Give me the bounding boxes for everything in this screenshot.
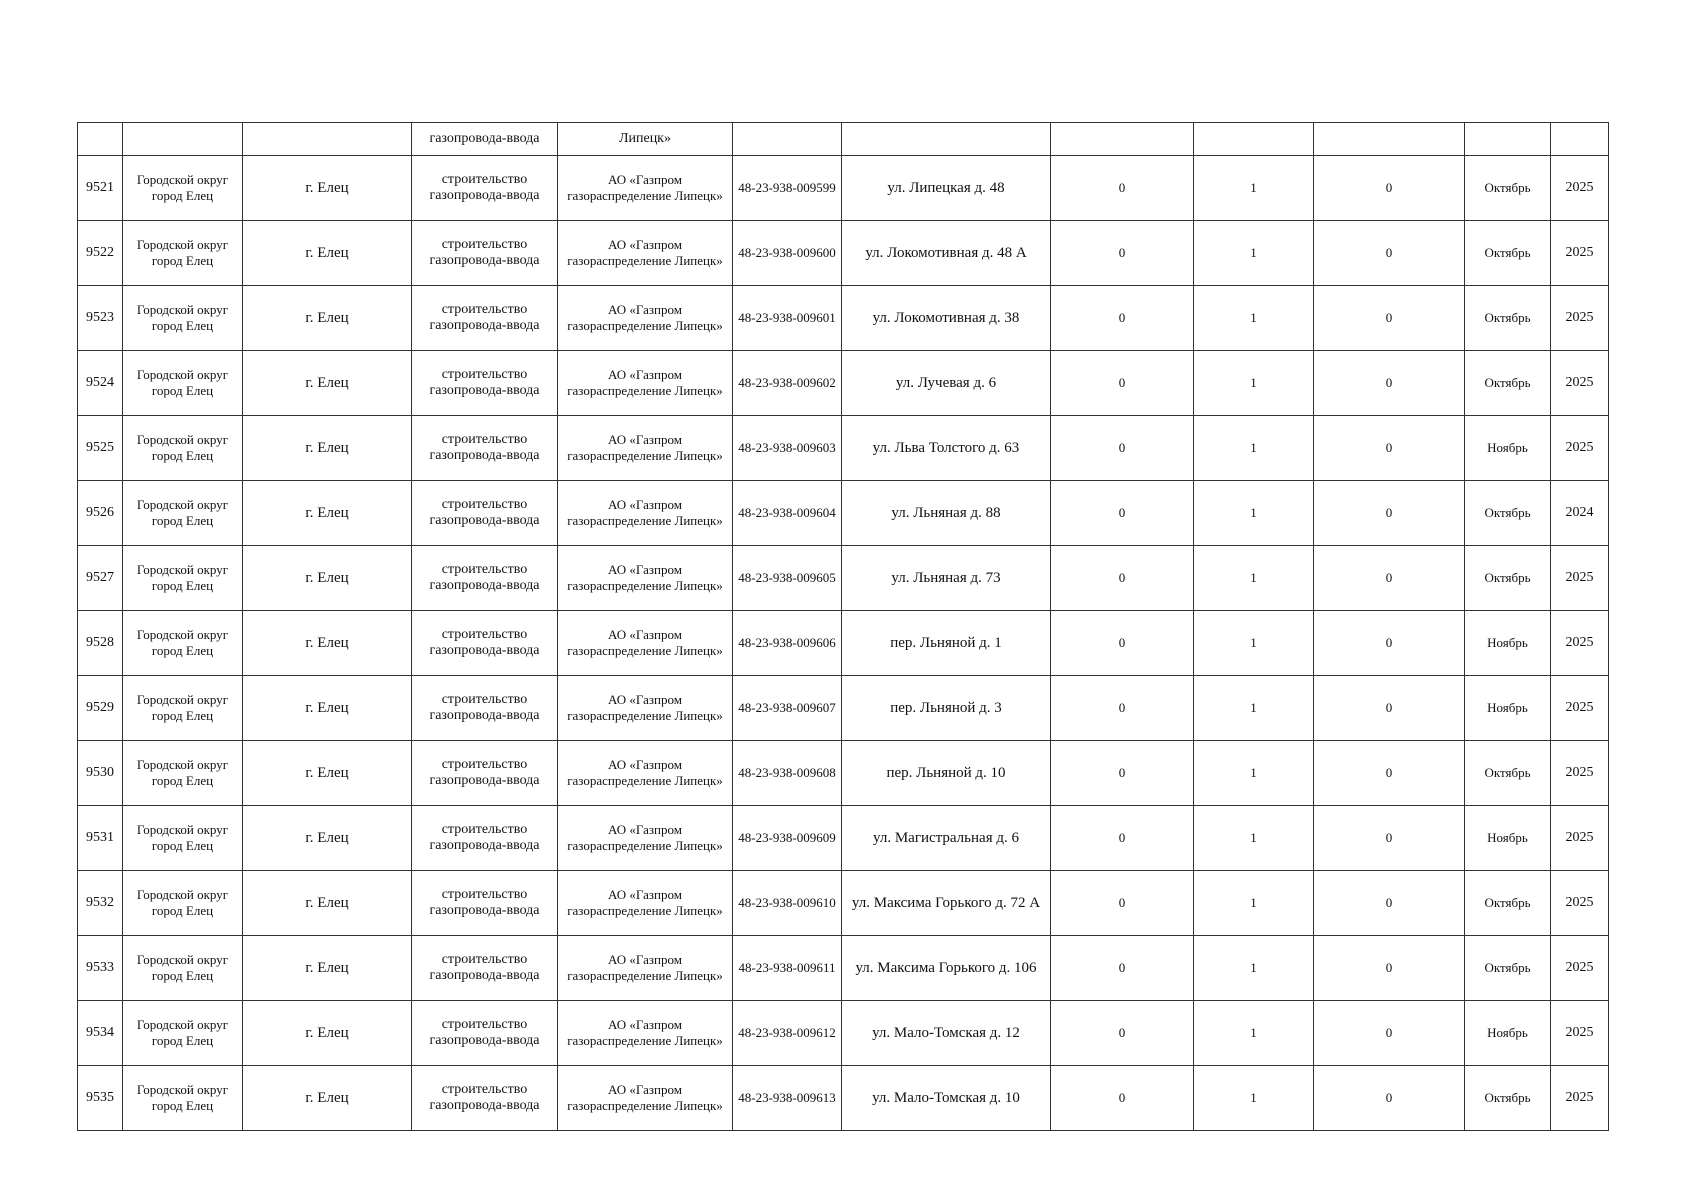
cell-month: Октябрь [1465,286,1551,351]
cell-org: АО «Газпром газораспределение Липецк» [558,936,733,1001]
cell-code: 48-23-938-009600 [733,221,842,286]
table-row [78,351,1609,416]
cell-month: Ноябрь [1465,676,1551,741]
cell-code: 48-23-938-009605 [733,546,842,611]
cell-month: Октябрь [1465,871,1551,936]
cell-num: 9529 [78,676,123,741]
cell-v3: 0 [1314,676,1465,741]
cell-num [78,123,123,156]
cell-month: Октябрь [1465,1066,1551,1131]
cell-org: АО «Газпром газораспределение Липецк» [558,156,733,221]
cell-address: ул. Льняная д. 88 [842,481,1051,546]
cell-v1: 0 [1051,546,1194,611]
cell-year: 2025 [1551,221,1609,286]
cell-v2: 1 [1194,611,1314,676]
cell-code [733,123,842,156]
cell-num: 9521 [78,156,123,221]
cell-month: Октябрь [1465,156,1551,221]
cell-city: г. Елец [243,936,412,1001]
cell-district: Городской округ город Елец [123,221,243,286]
cell-org: АО «Газпром газораспределение Липецк» [558,1066,733,1131]
continuation-row [78,123,1609,156]
cell-v3: 0 [1314,611,1465,676]
cell-v3: 0 [1314,806,1465,871]
table-row [78,741,1609,806]
cell-month [1465,123,1551,156]
cell-district: Городской округ город Елец [123,1066,243,1131]
cell-year: 2025 [1551,871,1609,936]
cell-month: Ноябрь [1465,806,1551,871]
cell-work: строительство газопровода-ввода [412,286,558,351]
cell-work: строительство газопровода-ввода [412,481,558,546]
cell-v3: 0 [1314,351,1465,416]
cell-work: газопровода-ввода [412,123,558,156]
cell-city: г. Елец [243,416,412,481]
cell-work: строительство газопровода-ввода [412,546,558,611]
cell-city: г. Елец [243,871,412,936]
gasification-schedule-table [77,122,1609,1131]
cell-v1: 0 [1051,871,1194,936]
table-row [78,286,1609,351]
cell-code: 48-23-938-009608 [733,741,842,806]
cell-v1: 0 [1051,936,1194,1001]
cell-year: 2024 [1551,481,1609,546]
cell-year: 2025 [1551,416,1609,481]
cell-org: Липецк» [558,123,733,156]
cell-work: строительство газопровода-ввода [412,741,558,806]
cell-work: строительство газопровода-ввода [412,156,558,221]
cell-org: АО «Газпром газораспределение Липецк» [558,221,733,286]
cell-org: АО «Газпром газораспределение Липецк» [558,481,733,546]
cell-address: ул. Локомотивная д. 48 А [842,221,1051,286]
cell-v2: 1 [1194,351,1314,416]
cell-city: г. Елец [243,221,412,286]
table-row [78,221,1609,286]
cell-city: г. Елец [243,156,412,221]
cell-address: ул. Мало-Томская д. 12 [842,1001,1051,1066]
cell-v2: 1 [1194,871,1314,936]
cell-city: г. Елец [243,351,412,416]
cell-district: Городской округ город Елец [123,806,243,871]
cell-num: 9523 [78,286,123,351]
cell-district: Городской округ город Елец [123,936,243,1001]
cell-city: г. Елец [243,676,412,741]
cell-code: 48-23-938-009606 [733,611,842,676]
cell-v1: 0 [1051,286,1194,351]
cell-v1: 0 [1051,1001,1194,1066]
cell-city: г. Елец [243,481,412,546]
cell-v3: 0 [1314,871,1465,936]
cell-work: строительство газопровода-ввода [412,221,558,286]
cell-num: 9531 [78,806,123,871]
cell-address [842,123,1051,156]
cell-num: 9524 [78,351,123,416]
cell-code: 48-23-938-009611 [733,936,842,1001]
cell-num: 9522 [78,221,123,286]
cell-address: ул. Лучевая д. 6 [842,351,1051,416]
cell-v1: 0 [1051,611,1194,676]
table-row [78,1066,1609,1131]
cell-v2: 1 [1194,416,1314,481]
cell-city: г. Елец [243,806,412,871]
cell-v2: 1 [1194,481,1314,546]
cell-year: 2025 [1551,936,1609,1001]
cell-num: 9533 [78,936,123,1001]
cell-year: 2025 [1551,1066,1609,1131]
cell-city: г. Елец [243,1066,412,1131]
table-row [78,611,1609,676]
cell-city [243,123,412,156]
cell-address: ул. Льняная д. 73 [842,546,1051,611]
cell-district: Городской округ город Елец [123,351,243,416]
cell-num: 9527 [78,546,123,611]
cell-v2: 1 [1194,806,1314,871]
cell-code: 48-23-938-009607 [733,676,842,741]
cell-org: АО «Газпром газораспределение Липецк» [558,871,733,936]
cell-address: пер. Льняной д. 1 [842,611,1051,676]
cell-district: Городской округ город Елец [123,416,243,481]
cell-org: АО «Газпром газораспределение Липецк» [558,1001,733,1066]
table-row [78,1001,1609,1066]
cell-v1: 0 [1051,156,1194,221]
cell-work: строительство газопровода-ввода [412,611,558,676]
cell-v2: 1 [1194,546,1314,611]
table-row [78,871,1609,936]
cell-month: Ноябрь [1465,416,1551,481]
cell-month: Октябрь [1465,546,1551,611]
cell-org: АО «Газпром газораспределение Липецк» [558,806,733,871]
cell-district [123,123,243,156]
cell-org: АО «Газпром газораспределение Липецк» [558,416,733,481]
cell-num: 9530 [78,741,123,806]
cell-v1 [1051,123,1194,156]
cell-year: 2025 [1551,156,1609,221]
cell-v1: 0 [1051,1066,1194,1131]
cell-v1: 0 [1051,221,1194,286]
cell-work: строительство газопровода-ввода [412,416,558,481]
cell-district: Городской округ город Елец [123,1001,243,1066]
cell-v3: 0 [1314,156,1465,221]
cell-v2 [1194,123,1314,156]
cell-month: Октябрь [1465,351,1551,416]
cell-address: ул. Локомотивная д. 38 [842,286,1051,351]
cell-district: Городской округ город Елец [123,481,243,546]
cell-district: Городской округ город Елец [123,546,243,611]
cell-year: 2025 [1551,611,1609,676]
cell-org: АО «Газпром газораспределение Липецк» [558,676,733,741]
cell-code: 48-23-938-009603 [733,416,842,481]
cell-work: строительство газопровода-ввода [412,1001,558,1066]
cell-city: г. Елец [243,286,412,351]
cell-year: 2025 [1551,286,1609,351]
cell-address: ул. Максима Горького д. 106 [842,936,1051,1001]
cell-city: г. Елец [243,611,412,676]
cell-year [1551,123,1609,156]
cell-v2: 1 [1194,221,1314,286]
cell-code: 48-23-938-009604 [733,481,842,546]
cell-month: Ноябрь [1465,1001,1551,1066]
cell-v2: 1 [1194,676,1314,741]
cell-district: Городской округ город Елец [123,741,243,806]
cell-v1: 0 [1051,676,1194,741]
cell-year: 2025 [1551,741,1609,806]
cell-month: Ноябрь [1465,611,1551,676]
table-row [78,806,1609,871]
cell-num: 9532 [78,871,123,936]
cell-year: 2025 [1551,676,1609,741]
cell-district: Городской округ город Елец [123,871,243,936]
cell-work: строительство газопровода-ввода [412,1066,558,1131]
cell-v3: 0 [1314,221,1465,286]
cell-year: 2025 [1551,1001,1609,1066]
cell-month: Октябрь [1465,741,1551,806]
table-row [78,936,1609,1001]
cell-v3: 0 [1314,546,1465,611]
cell-year: 2025 [1551,806,1609,871]
cell-district: Городской округ город Елец [123,611,243,676]
cell-address: ул. Максима Горького д. 72 А [842,871,1051,936]
cell-num: 9525 [78,416,123,481]
cell-city: г. Елец [243,1001,412,1066]
cell-month: Октябрь [1465,936,1551,1001]
cell-v1: 0 [1051,741,1194,806]
cell-work: строительство газопровода-ввода [412,351,558,416]
cell-district: Городской округ город Елец [123,676,243,741]
cell-city: г. Елец [243,546,412,611]
cell-address: пер. Льняной д. 3 [842,676,1051,741]
cell-address: ул. Липецкая д. 48 [842,156,1051,221]
cell-v1: 0 [1051,351,1194,416]
cell-code: 48-23-938-009613 [733,1066,842,1131]
cell-org: АО «Газпром газораспределение Липецк» [558,351,733,416]
cell-v3: 0 [1314,936,1465,1001]
table-row [78,156,1609,221]
cell-district: Городской округ город Елец [123,156,243,221]
cell-num: 9526 [78,481,123,546]
cell-org: АО «Газпром газораспределение Липецк» [558,286,733,351]
cell-v3: 0 [1314,286,1465,351]
cell-num: 9534 [78,1001,123,1066]
table-row [78,676,1609,741]
cell-year: 2025 [1551,546,1609,611]
cell-code: 48-23-938-009610 [733,871,842,936]
cell-code: 48-23-938-009601 [733,286,842,351]
cell-code: 48-23-938-009602 [733,351,842,416]
cell-work: строительство газопровода-ввода [412,871,558,936]
cell-v3 [1314,123,1465,156]
table-row [78,481,1609,546]
cell-num: 9528 [78,611,123,676]
cell-v3: 0 [1314,416,1465,481]
cell-work: строительство газопровода-ввода [412,676,558,741]
table-row [78,546,1609,611]
cell-year: 2025 [1551,351,1609,416]
cell-v2: 1 [1194,741,1314,806]
cell-code: 48-23-938-009612 [733,1001,842,1066]
cell-v1: 0 [1051,481,1194,546]
cell-org: АО «Газпром газораспределение Липецк» [558,611,733,676]
cell-v3: 0 [1314,1001,1465,1066]
cell-district: Городской округ город Елец [123,286,243,351]
cell-work: строительство газопровода-ввода [412,936,558,1001]
cell-address: пер. Льняной д. 10 [842,741,1051,806]
cell-code: 48-23-938-009599 [733,156,842,221]
cell-v2: 1 [1194,156,1314,221]
cell-month: Октябрь [1465,481,1551,546]
cell-address: ул. Мало-Томская д. 10 [842,1066,1051,1131]
cell-org: АО «Газпром газораспределение Липецк» [558,546,733,611]
cell-city: г. Елец [243,741,412,806]
cell-v3: 0 [1314,741,1465,806]
cell-address: ул. Льва Толстого д. 63 [842,416,1051,481]
cell-month: Октябрь [1465,221,1551,286]
cell-v3: 0 [1314,481,1465,546]
cell-v1: 0 [1051,416,1194,481]
cell-address: ул. Магистральная д. 6 [842,806,1051,871]
cell-code: 48-23-938-009609 [733,806,842,871]
cell-v2: 1 [1194,1001,1314,1066]
cell-work: строительство газопровода-ввода [412,806,558,871]
cell-num: 9535 [78,1066,123,1131]
table-row [78,416,1609,481]
cell-v3: 0 [1314,1066,1465,1131]
cell-v2: 1 [1194,286,1314,351]
cell-v2: 1 [1194,1066,1314,1131]
cell-org: АО «Газпром газораспределение Липецк» [558,741,733,806]
cell-v2: 1 [1194,936,1314,1001]
cell-v1: 0 [1051,806,1194,871]
